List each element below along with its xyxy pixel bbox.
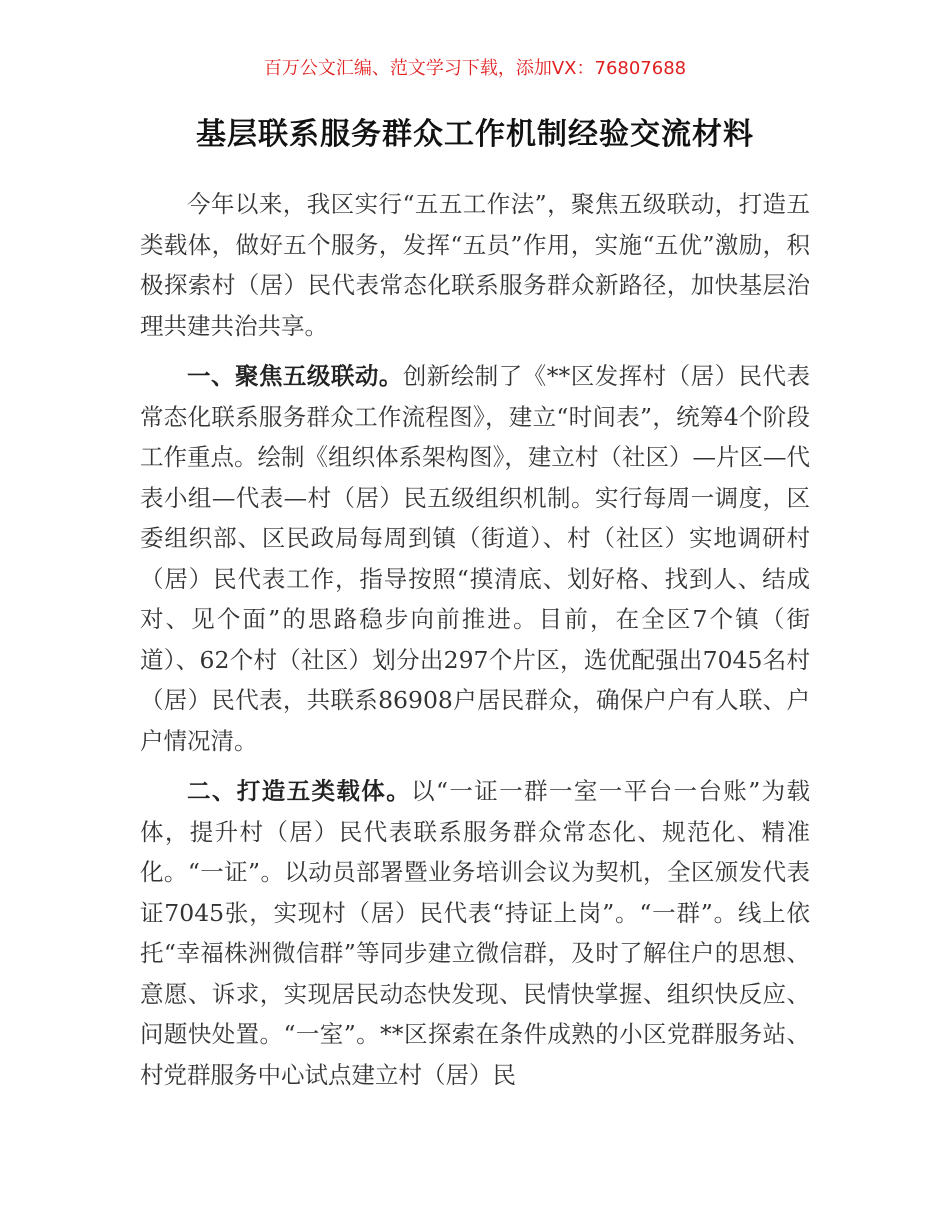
- paragraph-text: 今年以来，我区实行“五五工作法”，聚焦五级联动，打造五类载体，做好五个服务，发挥“五员”作用，实施“五优”激励，积极探索村（居）民代表常态化联系服务群众新路径，加快基层治理共建共治共享。: [140, 190, 810, 340]
- watermark-banner: 百万公文汇编、范文学习下载，添加VX：76807688: [263, 58, 687, 79]
- section-heading: 二、打造五类载体。: [187, 777, 412, 805]
- document-body: [140, 170, 810, 1095]
- section-heading: 一、聚焦五级联动。: [187, 362, 403, 390]
- document-title: 基层联系服务群众工作机制经验交流材料: [196, 117, 754, 152]
- paragraph-intro: [140, 184, 810, 346]
- paragraph-text: 以“一证一群一室一平台一台账”为载体，提升村（居）民代表联系服务群众常态化、规范化、精准化。“一证”。以动员部署暨业务培训会议为契机，全区颁发代表证7045张，实现村（居）民代表“持证上岗”。“一群”。线上依托“幸福株洲微信群”等同步建立微信群，及时了解住户的思想、意愿、诉求，实现居民动态快发现、民情快掌握、组织快反应、问题快处置。“一室”。**区探索在条件成熟的小区党群服务站、村党群服务中心试点建立村（居）民: [140, 777, 811, 1089]
- paragraph-section-2: [140, 771, 810, 1095]
- paragraph-text: 创新绘制了《**区发挥村（居）民代表常态化联系服务群众工作流程图》，建立“时间表”，统筹4个阶段工作重点。绘制《组织体系架构图》，建立村（社区）—片区—代表小组—代表—村（居）民五级组织机制。实行每周一调度，区委组织部、区民政局每周到镇（街道）、村（社区）实地调研村（居）民代表工作，指导按照“摸清底、划好格、找到人、结成对、见个面”的思路稳步向前推进。目前，在全区7个镇（街道）、62个村（社区）划分出297个片区，选优配强出7045名村（居）民代表，共联系86908户居民群众，确保户户有人联、户户情况清。: [140, 362, 811, 755]
- paragraph-section-1: [140, 356, 810, 761]
